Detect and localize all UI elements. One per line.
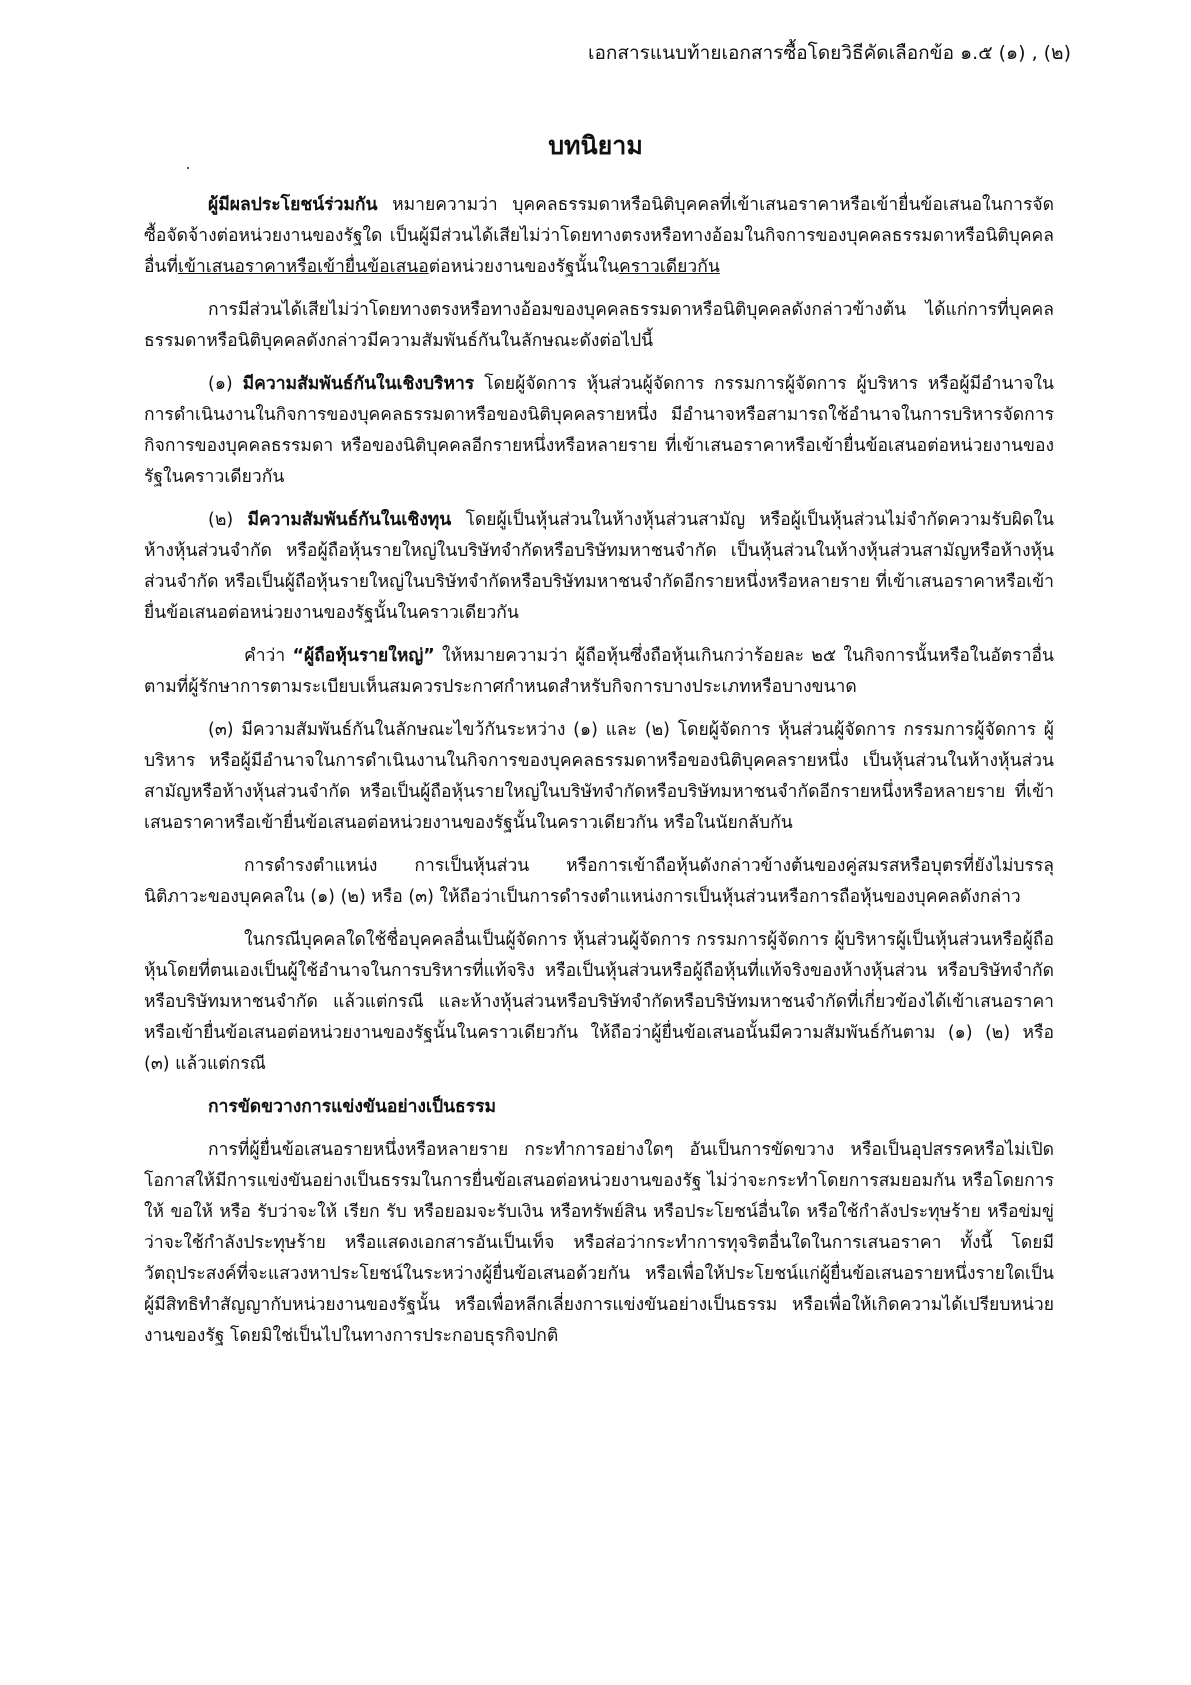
clause-2-paragraph <box>144 505 1054 629</box>
relationship-intro-paragraph: การมีส่วนได้เสียไม่ว่าโดยทางตรงหรือทางอ้อมของบุคคลธรรมดาหรือนิติบุคคลดังกล่าวข้างต้น ได้แก่การที่บุคคลธรรมดาหรือนิติบุคคลดังกล่าวมีความสัมพันธ์กันในลักษณะดังต่อไปนี้ <box>144 300 1054 351</box>
paragraph-text: ให้หมายความว่า ผู้ถือหุ้นซึ่งถือหุ้นเกินกว่าร้อยละ ๒๕ ในกิจการนั้นหรือในอัตราอื่นตามที่ผู้รักษาการตามระเบียบเห็นสมควรประกาศกำหนดสำหรับกิจการบางประเภทหรือบางขนาด <box>144 646 1055 697</box>
page-title: บทนิยาม <box>548 131 643 160</box>
clause-1-paragraph <box>144 369 1054 493</box>
spouse-children-paragraph: การดำรงตำแหน่ง การเป็นหุ้นส่วน หรือการเข้าถือหุ้นดังกล่าวข้างต้นของคู่สมรสหรือบุตรที่ยังไม่บรรลุนิติภาวะของบุคคลใน (๑) (๒) หรือ (๓) ให้ถือว่าเป็นการดำรงตำแหน่งการเป็นหุ้นส่วนหรือการถือหุ้นของบุคคลดังกล่าว <box>144 856 1054 907</box>
major-shareholder-paragraph <box>144 641 1054 703</box>
attachment-header: เอกสารแนบท้ายเอกสารซื้อโดยวิธีคัดเลือกข้อ ๑.๕ (๑) , (๒) <box>587 42 1071 64</box>
paragraph-text: โดยผู้จัดการ หุ้นส่วนผู้จัดการ กรรมการผู้จัดการ ผู้บริหาร หรือผู้มีอำนาจในการดำเนินงานในกิจการของบุคคลธรรมดาหรือของนิติบุคคลรายหนึ่ง มีอำนาจหรือสามารถใช้อำนาจในการบริหารจัดการกิจการของบุคคลธรรมดา หรือของนิติบุคคลอีกรายหนึ่งหรือหลายราย ที่เข้าเสนอราคาหรือเข้ายื่นข้อเสนอต่อหน่วยงานของรัฐในคราวเดียวกัน <box>144 374 1054 487</box>
defined-term: ผู้มีผลประโยชน์ร่วมกัน <box>208 195 378 215</box>
underlined-text: เข้าเสนอราคาหรือเข้ายื่นข้อเสนอ <box>178 257 429 277</box>
clause-term: มีความสัมพันธ์กันในเชิงบริหาร <box>242 374 475 394</box>
paragraph-text: คำว่า <box>244 646 293 666</box>
scan-speck <box>187 167 189 169</box>
document-body <box>144 190 1054 1364</box>
paragraph-text: โดยผู้เป็นหุ้นส่วนในห้างหุ้นส่วนสามัญ หรือผู้เป็นหุ้นส่วนไม่จำกัดความรับผิดในห้างหุ้นส่วนจำกัด หรือผู้ถือหุ้นรายใหญ่ในบริษัทจำกัดหรือบริษัทมหาชนจำกัด เป็นหุ้นส่วนในห้างหุ้นส่วนสามัญหรือห้างหุ้นส่วนจำกัด หรือเป็นผู้ถือหุ้นรายใหญ่ในบริษัทจำกัดหรือบริษัทมหาชนจำกัดอีกรายหนึ่งหรือหลายราย ที่เข้าเสนอราคาหรือเข้ายื่นข้อเสนอต่อหน่วยงานของรัฐนั้นในคราวเดียวกัน <box>144 510 1054 623</box>
underlined-text: คราวเดียวกัน <box>619 257 720 277</box>
clause-number: (๑) <box>208 374 243 394</box>
clause-number: (๒) <box>208 510 248 530</box>
paragraph-text: ต่อหน่วยงานของรัฐนั้นใน <box>428 257 620 277</box>
paragraph-text: หมายความว่า บุคคลธรรมดาหรือนิติบุคคลที่เข้าเสนอราคาหรือเข้ายื่นข้อเสนอในการจัดซื้อจัดจ้างต่อหน่วยงานของรัฐใด เป็นผู้มีส่วนได้เสียไม่ว่าโดยทางตรงหรือทางอ้อมในกิจการของบุคคลธรรมดาหรือนิติบุคคลอื่นที่ <box>144 195 1054 277</box>
section-heading: การขัดขวางการแข่งขันอย่างเป็นธรรม <box>208 1097 497 1117</box>
nominee-paragraph: ในกรณีบุคคลใดใช้ชื่อบุคคลอื่นเป็นผู้จัดการ หุ้นส่วนผู้จัดการ กรรมการผู้จัดการ ผู้บริหารผู้เป็นหุ้นส่วนหรือผู้ถือหุ้นโดยที่ตนเองเป็นผู้ใช้อำนาจในการบริหารที่แท้จริง หรือเป็นหุ้นส่วนหรือผู้ถือหุ้นที่แท้จริงของห้างหุ้นส่วน หรือบริษัทจำกัด หรือบริษัทมหาชนจำกัด แล้วแต่กรณี และห้างหุ้นส่วนหรือบริษัทจำกัดหรือบริษัทมหาชนจำกัดที่เกี่ยวข้องได้เข้าเสนอราคาหรือเข้ายื่นข้อเสนอต่อหน่วยงานของรัฐนั้นในคราวเดียวกัน ให้ถือว่าผู้ยื่นข้อเสนอนั้นมีความสัมพันธ์กันตาม (๑) (๒) หรือ (๓) แล้วแต่กรณี <box>144 930 1054 1074</box>
unfair-competition-paragraph: การที่ผู้ยื่นข้อเสนอรายหนึ่งหรือหลายราย กระทำการอย่างใดๆ อันเป็นการขัดขวาง หรือเป็นอุปสรรคหรือไม่เปิดโอกาสให้มีการแข่งขันอย่างเป็นธรรมในการยื่นข้อเสนอต่อหน่วยงานของรัฐ ไม่ว่าจะกระทำโดยการสมยอมกัน หรือโดยการให้ ขอให้ หรือ รับว่าจะให้ เรียก รับ หรือยอมจะรับเงิน หรือทรัพย์สิน หรือประโยชน์อื่นใด หรือใช้กำลังประทุษร้าย หรือข่มขู่ ว่าจะใช้กำลังประทุษร้าย หรือแสดงเอกสารอันเป็นเท็จ หรือส่อว่ากระทำการทุจริตอื่นใดในการเสนอราคา ทั้งนี้ โดยมีวัตถุประสงค์ที่จะแสวงหาประโยชน์ในระหว่างผู้ยื่นข้อเสนอด้วยกัน หรือเพื่อให้ประโยชน์แก่ผู้ยื่นข้อเสนอรายหนึ่งรายใดเป็นผู้มีสิทธิทำสัญญากับหน่วยงานของรัฐนั้น หรือเพื่อหลีกเลี่ยงการแข่งขันอย่างเป็นธรรม หรือเพื่อให้เกิดความได้เปรียบหน่วยงานของรัฐ โดยมิใช่เป็นไปในทางการประกอบธุรกิจปกติ <box>144 1140 1054 1346</box>
definition-paragraph <box>144 190 1054 283</box>
clause-term: มีความสัมพันธ์กันในเชิงทุน <box>247 510 452 530</box>
clause-3-paragraph: (๓) มีความสัมพันธ์กันในลักษณะไขว้กันระหว่าง (๑) และ (๒) โดยผู้จัดการ หุ้นส่วนผู้จัดการ กรรมการผู้จัดการ ผู้บริหาร หรือผู้มีอำนาจในการดำเนินงานในกิจการของบุคคลธรรมดาหรือของนิติบุคคลรายหนึ่ง เป็นหุ้นส่วนในห้างหุ้นส่วนสามัญหรือห้างหุ้นส่วนจำกัด หรือเป็นผู้ถือหุ้นรายใหญ่ในบริษัทจำกัดหรือบริษัทมหาชนจำกัดอีกรายหนึ่งหรือหลายราย ที่เข้าเสนอราคาหรือเข้ายื่นข้อเสนอต่อหน่วยงานของรัฐนั้นในคราวเดียวกัน หรือในนัยกลับกัน <box>144 720 1054 833</box>
defined-term: “ผู้ถือหุ้นรายใหญ่” <box>292 646 435 666</box>
